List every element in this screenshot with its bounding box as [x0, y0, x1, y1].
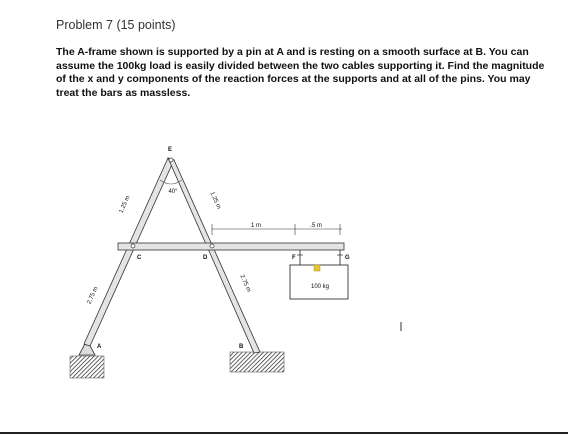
- problem-title: Problem 7 (15 points): [56, 18, 176, 32]
- label-e: E: [168, 147, 173, 153]
- label-c: C: [137, 255, 142, 261]
- pin-e: [169, 158, 173, 162]
- label-d: D: [203, 255, 208, 261]
- dim-left-lower: 2.75 m: [86, 285, 100, 306]
- ground-a: [70, 356, 104, 378]
- label-b: B: [239, 344, 244, 350]
- dim-right-upper: 1.25 m: [208, 190, 222, 211]
- pin-c: [131, 244, 135, 248]
- label-g: G: [345, 255, 350, 261]
- load-handle-icon: [314, 265, 320, 271]
- dim-span-1: 1 m: [250, 223, 262, 229]
- problem-statement: The A-frame shown is supported by a pin at A and is resting on a smooth surface at B. You can assume the 100kg load is easily divided between the two cables supporting it. Find the magnitude of the x and y components of the reaction forces at the supports and at all of the pins. You may treat the bars as massless.: [56, 46, 545, 99]
- ground-b: [230, 352, 284, 372]
- dim-span-2: .5 m: [310, 223, 322, 229]
- angle-label: 40°: [168, 189, 178, 195]
- pin-d: [210, 244, 214, 248]
- label-f: F: [292, 255, 296, 261]
- dim-right-lower: 2.75 m: [238, 273, 252, 294]
- bottom-divider: [0, 432, 568, 434]
- crossbar: [118, 243, 344, 250]
- left-leg: [84, 158, 174, 346]
- load-label: 100 kg: [310, 284, 330, 290]
- dim-left-upper: 1.25 m: [118, 194, 132, 215]
- label-a: A: [97, 344, 102, 350]
- right-leg: [168, 158, 260, 353]
